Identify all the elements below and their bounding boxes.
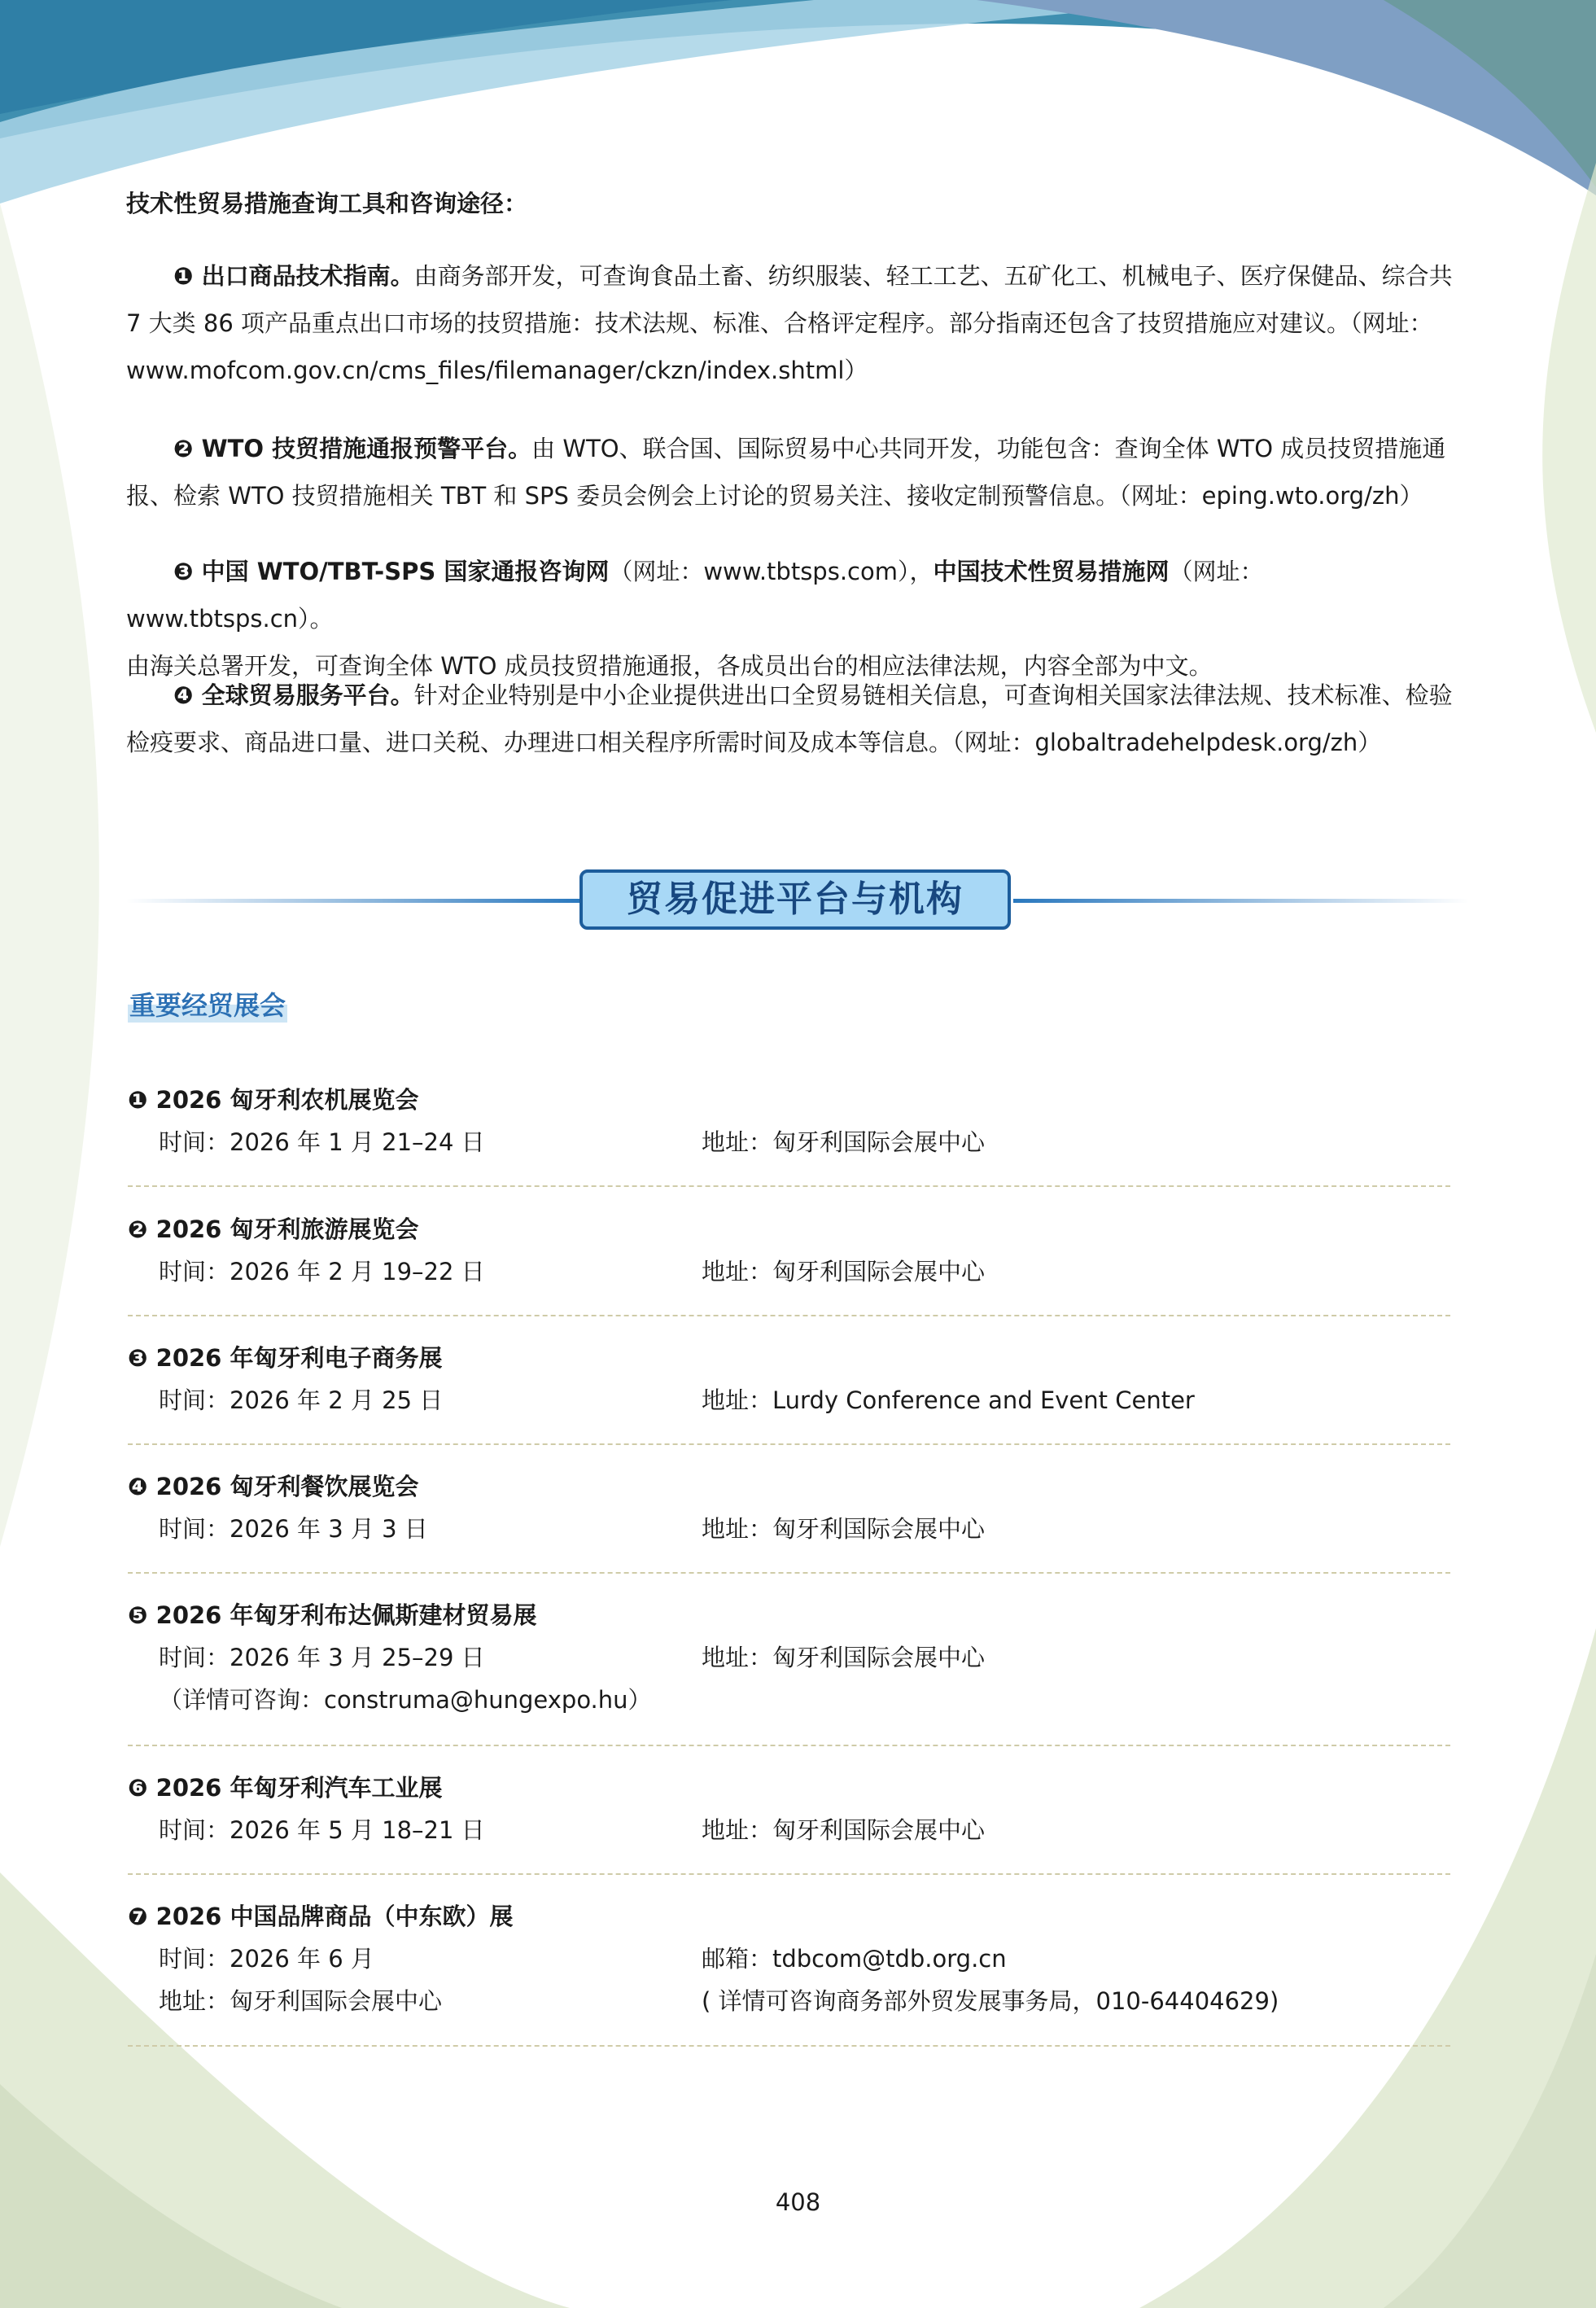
- expo-row: [128, 1938, 1450, 1980]
- expo-address: 地址：Lurdy Conference and Event Center: [702, 1386, 1195, 1414]
- expo-address: 地址：匈牙利国际会展中心: [159, 1987, 443, 2015]
- expo-row: [128, 1121, 1450, 1163]
- expo-row: [128, 1809, 1450, 1851]
- expo-item: [128, 1594, 1450, 1746]
- expo-title: ❶ 2026 匈牙利农机展览会: [128, 1086, 419, 1114]
- expo-row: [128, 1250, 1450, 1293]
- expo-contact: ( 详情可咨询商务部外贸发展事务局，010-64404629): [702, 1987, 1279, 2015]
- band-line-right: [1013, 899, 1469, 903]
- tool-item-lead: ❹ 全球贸易服务平台。: [173, 681, 414, 709]
- tools-heading: 技术性贸易措施查询工具和咨询途径：: [126, 190, 528, 217]
- tool-item-url-2: （网址：www.tbtsps.cn）。: [126, 558, 1264, 633]
- expo-item: [128, 1337, 1450, 1445]
- expo-time: 时间：2026 年 3 月 3 日: [159, 1515, 428, 1543]
- tool-item-tbtsps: [126, 548, 1469, 690]
- expo-time: 时间：2026 年 1 月 21–24 日: [159, 1128, 485, 1156]
- expo-email: 邮箱：tdbcom@tdb.org.cn: [702, 1945, 1007, 1973]
- expo-address: 地址：匈牙利国际会展中心: [702, 1258, 986, 1285]
- tool-item-wto-eping: [126, 425, 1469, 519]
- expo-address: 地址：匈牙利国际会展中心: [702, 1515, 986, 1543]
- section-title: 贸易促进平台与机构: [579, 869, 1011, 930]
- expo-row: [128, 1636, 1450, 1679]
- expo-item: [128, 1079, 1450, 1187]
- expo-address: 地址：匈牙利国际会展中心: [702, 1128, 986, 1156]
- expo-row: [128, 1980, 1450, 2022]
- expo-item: [128, 1208, 1450, 1316]
- tool-item-global-trade: [126, 672, 1469, 766]
- expo-time: 时间：2026 年 2 月 19–22 日: [159, 1258, 485, 1285]
- expo-address: 地址：匈牙利国际会展中心: [702, 1644, 986, 1671]
- expo-title: ❷ 2026 匈牙利旅游展览会: [128, 1215, 419, 1243]
- expo-title: ❼ 2026 中国品牌商品（中东欧）展: [128, 1903, 514, 1930]
- expo-row: [128, 1379, 1450, 1421]
- tool-item-lead-2: 中国技术性贸易措施网: [933, 558, 1170, 585]
- tool-item-text: 由商务部开发，可查询食品土畜、纺织服装、轻工工艺、五矿化工、机械电子、医疗保健品、综合共 7 大类 86 项产品重点出口市场的技贸措施：技术法规、标准、合格评定程序。部分指南还包含了技贸措施应对建议。（网址：www.mofcom.gov.cn/cms_files/filemanager/ckzn/index.shtml）: [126, 262, 1453, 384]
- expo-row: [128, 1508, 1450, 1550]
- tool-item-export-guide: [126, 252, 1469, 394]
- tool-item-lead: ❷ WTO 技贸措施通报预警平台。: [173, 435, 532, 462]
- expo-subheading: 重要经贸展会: [128, 985, 287, 1023]
- expo-time: 时间：2026 年 6 月: [159, 1945, 374, 1973]
- expo-time: 时间：2026 年 5 月 18–21 日: [159, 1816, 485, 1844]
- tool-item-url: （网址：www.tbtsps.com），: [609, 558, 934, 585]
- tool-item-text: 由海关总署开发，可查询全体 WTO 成员技贸措施通报，各成员出台的相应法律法规，内容全部为中文。: [126, 652, 1213, 680]
- expo-row: [128, 1679, 1450, 1721]
- tool-item-lead: ❶ 出口商品技术指南。: [173, 262, 414, 290]
- expo-title: ❹ 2026 匈牙利餐饮展览会: [128, 1473, 419, 1500]
- expo-item: [128, 1465, 1450, 1574]
- expo-time: 时间：2026 年 3 月 25–29 日: [159, 1644, 485, 1671]
- section-title-band: [126, 866, 1469, 936]
- expo-title: ❸ 2026 年匈牙利电子商务展: [128, 1344, 443, 1372]
- expo-address: 地址：匈牙利国际会展中心: [702, 1816, 986, 1844]
- expo-item: [128, 1895, 1450, 2047]
- tool-item-text: 由 WTO、联合国、国际贸易中心共同开发，功能包含：查询全体 WTO 成员技贸措施通报、检索 WTO 技贸措施相关 TBT 和 SPS 委员会例会上讨论的贸易关注、接收定制预警信息。（网址：eping.wto.org/zh）: [126, 435, 1446, 510]
- expo-item: [128, 1767, 1450, 1875]
- expo-title: ❺ 2026 年匈牙利布达佩斯建材贸易展: [128, 1601, 537, 1629]
- page-number: 408: [775, 2188, 821, 2216]
- expo-contact: （详情可咨询：construma@hungexpo.hu）: [159, 1686, 652, 1714]
- tool-item-lead: ❸ 中国 WTO/TBT-SPS 国家通报咨询网: [173, 558, 610, 585]
- expo-title: ❻ 2026 年匈牙利汽车工业展: [128, 1774, 443, 1802]
- band-line-left: [126, 899, 582, 903]
- tool-item-text: 针对企业特别是中小企业提供进出口全贸易链相关信息，可查询相关国家法律法规、技术标准、检验检疫要求、商品进口量、进口关税、办理进口相关程序所需时间及成本等信息。（网址：globaltradehelpdesk.org/zh）: [126, 681, 1453, 756]
- expo-time: 时间：2026 年 2 月 25 日: [159, 1386, 444, 1414]
